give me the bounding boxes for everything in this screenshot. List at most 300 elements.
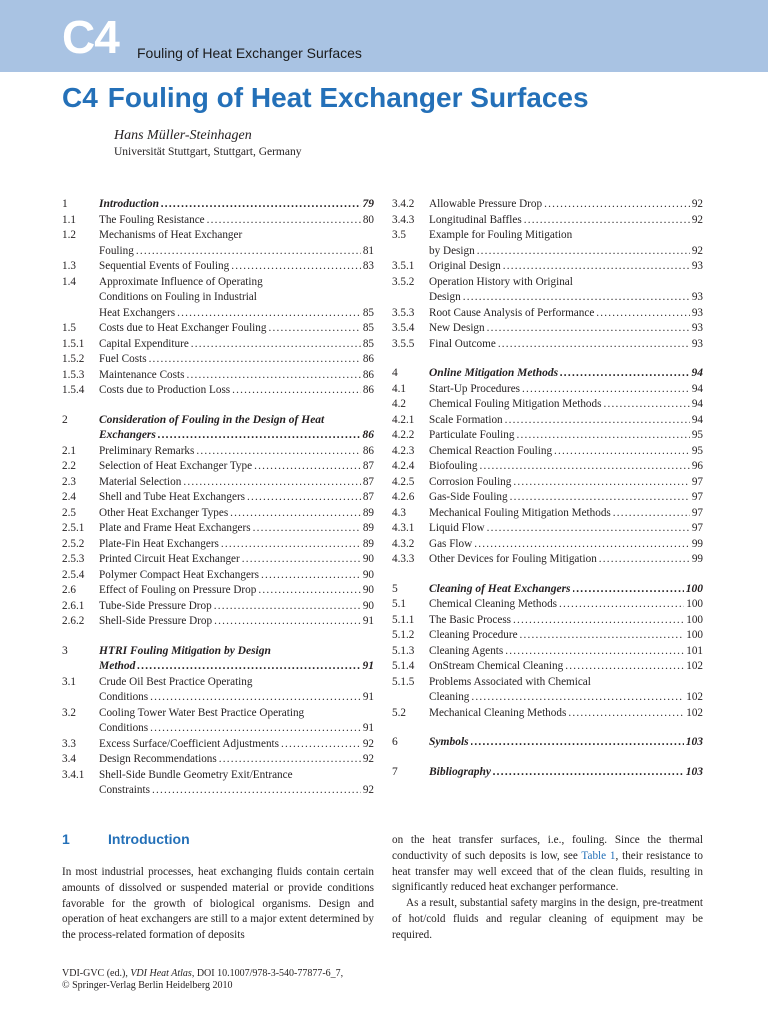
- paragraph-text: , their resistance to heat transfer may well exceed that of the clean fluids, resulting in significantly reduced heat exchanger performance.: [392, 849, 704, 894]
- toc-gap: [392, 751, 703, 765]
- toc-entry-number: 6: [392, 736, 398, 748]
- toc-page-number: 91: [362, 722, 374, 734]
- toc-leader-dots: [520, 628, 685, 644]
- toc-page-number: 94: [691, 382, 703, 395]
- section-number: 1: [62, 831, 70, 847]
- toc-entry-title-wrap: [429, 659, 703, 675]
- toc-entry-title: Heat Exchangers: [99, 306, 176, 319]
- toc-entry-title-wrap: [429, 644, 703, 660]
- toc-entry-title: Mechanisms of Heat Exchanger: [99, 229, 243, 241]
- toc-entry-title-wrap: [99, 537, 374, 553]
- toc-page-number: 94: [691, 367, 703, 379]
- toc-entry[interactable]: [62, 568, 374, 584]
- toc-entry-title-wrap: [99, 244, 374, 260]
- toc-entry-title: Plate-Fin Heat Exchangers: [99, 537, 219, 550]
- toc-entry[interactable]: [62, 644, 374, 660]
- toc-entry[interactable]: [392, 675, 703, 691]
- toc-entry-number: 3.2: [62, 706, 76, 719]
- toc-entry-title-wrap: [99, 290, 374, 306]
- toc-page-number: 89: [362, 537, 374, 550]
- toc-entry[interactable]: [62, 690, 374, 706]
- toc-page-number: 97: [691, 522, 703, 534]
- toc-entry-title: Tube-Side Pressure Drop: [99, 599, 212, 612]
- toc-entry[interactable]: [392, 213, 703, 229]
- toc-entry-title-wrap: [99, 752, 374, 768]
- toc-entry[interactable]: [392, 765, 703, 781]
- toc-page-number: 99: [691, 553, 703, 565]
- toc-entry[interactable]: [392, 506, 703, 522]
- toc-entry-number: 1.5.4: [62, 384, 85, 396]
- toc-entry-title-wrap: [429, 259, 703, 275]
- toc-entry-number: 5.1.1: [392, 613, 415, 626]
- toc-leader-dots: [281, 737, 361, 753]
- toc-entry[interactable]: [62, 306, 374, 322]
- toc-entry-title-wrap: [429, 613, 703, 629]
- toc-page-number: 91: [362, 615, 374, 627]
- toc-entry-title-wrap: [429, 597, 703, 613]
- toc-entry[interactable]: [62, 290, 374, 306]
- toc-leader-dots: [560, 366, 689, 382]
- toc-leader-dots: [150, 690, 361, 706]
- toc-page-number: 92: [691, 213, 703, 226]
- toc-entry[interactable]: [62, 783, 374, 799]
- toc-leader-dots: [253, 521, 361, 537]
- toc-entry[interactable]: [392, 521, 703, 537]
- toc-page-number: 86: [362, 444, 374, 457]
- toc-page-number: 96: [691, 460, 703, 472]
- toc-leader-dots: [261, 568, 361, 584]
- toc-entry[interactable]: [392, 290, 703, 306]
- header-chapter-code: C4: [62, 11, 119, 63]
- toc-page-number: 100: [686, 629, 703, 641]
- toc-entry-title: Capital Expenditure: [99, 337, 189, 350]
- toc-entry[interactable]: [62, 368, 374, 384]
- toc-entry-title-wrap: [429, 765, 703, 781]
- toc-entry[interactable]: [62, 213, 374, 229]
- toc-entry-title-wrap: [99, 783, 374, 799]
- toc-entry-title: Scale Formation: [429, 413, 503, 426]
- toc-leader-dots: [603, 397, 689, 413]
- toc-leader-dots: [471, 690, 684, 706]
- toc-entry-title-wrap: [99, 521, 374, 537]
- toc-page-number: 90: [362, 553, 374, 565]
- toc-leader-dots: [149, 352, 361, 368]
- toc-leader-dots: [513, 475, 689, 491]
- toc-gap: [392, 568, 703, 582]
- toc-entry[interactable]: [392, 321, 703, 337]
- toc-entry[interactable]: [392, 706, 703, 722]
- toc-entry[interactable]: [392, 413, 703, 429]
- toc-entry-number: 4.2.3: [392, 444, 415, 457]
- toc-entry-title: The Fouling Resistance: [99, 213, 205, 226]
- toc-entry-number: 3.3: [62, 737, 76, 750]
- toc-entry-title-wrap: [99, 721, 374, 737]
- toc-page-number: 86: [362, 429, 374, 441]
- toc-leader-dots: [137, 659, 360, 675]
- toc-leader-dots: [493, 765, 684, 781]
- toc-page-number: 87: [362, 491, 374, 503]
- toc-page-number: 86: [362, 384, 374, 396]
- toc-entry[interactable]: [62, 428, 374, 444]
- toc-entry-title: Original Design: [429, 260, 501, 272]
- toc-entry[interactable]: [392, 228, 703, 244]
- toc-entry[interactable]: [62, 506, 374, 522]
- paragraph-text: on the heat transfer surfaces, i.e., fouling. Since the thermal conductivity of such deposits is low, see: [392, 834, 703, 862]
- toc-entry[interactable]: [62, 552, 374, 568]
- toc-leader-dots: [559, 597, 684, 613]
- toc-entry-number: 3.4.3: [392, 213, 415, 226]
- header-band: [0, 0, 768, 72]
- toc-entry[interactable]: [392, 382, 703, 398]
- toc-leader-dots: [219, 752, 361, 768]
- footer-book-title: VDI Heat Atlas: [130, 968, 192, 979]
- toc-page-number: 102: [686, 691, 703, 703]
- toc-entry-title: Liquid Flow: [429, 522, 485, 534]
- toc-entry-title-wrap: [429, 675, 703, 691]
- toc-entry-title: Fuel Costs: [99, 353, 147, 365]
- toc-entry-title: Introduction: [99, 198, 160, 210]
- toc-entry-title-wrap: [429, 366, 703, 382]
- toc-entry[interactable]: [392, 428, 703, 444]
- toc-entry-title: Plate and Frame Heat Exchangers: [99, 522, 251, 534]
- toc-entry-title-wrap: [99, 614, 374, 630]
- toc-entry[interactable]: [62, 413, 374, 429]
- toc-entry-title: Costs due to Heat Exchanger Fouling: [99, 322, 267, 334]
- toc-entry-title: Crude Oil Best Practice Operating: [99, 675, 253, 688]
- toc-entry-title-wrap: [99, 213, 374, 229]
- toc-entry[interactable]: [392, 397, 703, 413]
- toc-entry-title: Gas Flow: [429, 537, 473, 550]
- toc-entry-title: Mechanical Cleaning Methods: [429, 706, 567, 719]
- toc-entry-title-wrap: [99, 413, 374, 429]
- toc-entry-number: 5: [392, 582, 398, 595]
- toc-entry-number: 1: [62, 198, 68, 210]
- toc-entry-title: Exchangers: [99, 429, 156, 441]
- toc-page-number: 92: [362, 737, 374, 750]
- toc-leader-dots: [191, 337, 361, 353]
- toc-entry-number: 1.3: [62, 260, 76, 272]
- toc-entry-number: 4.2.6: [392, 491, 415, 503]
- toc-entry-title: Shell-Side Bundle Geometry Exit/Entrance: [99, 768, 293, 781]
- toc-entry[interactable]: [62, 659, 374, 675]
- toc-entry[interactable]: [62, 383, 374, 399]
- toc-leader-dots: [232, 383, 361, 399]
- toc-entry[interactable]: [62, 752, 374, 768]
- toc-page-number: 100: [686, 613, 703, 626]
- toc-entry-title: Cleaning Procedure: [429, 629, 518, 641]
- toc-entry[interactable]: [62, 259, 374, 275]
- toc-entry-title-wrap: [429, 228, 703, 244]
- toc-leader-dots: [183, 475, 360, 491]
- toc-page-number: 89: [362, 506, 374, 519]
- toc-entry-title-wrap: [99, 444, 374, 460]
- toc-entry[interactable]: [62, 521, 374, 537]
- toc-entry[interactable]: [62, 197, 374, 213]
- toc-entry-title: Method: [99, 660, 136, 672]
- toc-entry-title: Costs due to Production Loss: [99, 384, 231, 396]
- toc-entry[interactable]: [62, 337, 374, 353]
- toc-entry[interactable]: [392, 690, 703, 706]
- section-title: Introduction: [108, 831, 190, 847]
- toc-entry[interactable]: [62, 321, 374, 337]
- toc-page-number: 93: [691, 337, 703, 350]
- toc-entry-title-wrap: [429, 582, 703, 598]
- toc-entry-title: Chemical Reaction Fouling: [429, 444, 553, 457]
- toc-entry-title-wrap: [429, 706, 703, 722]
- toc-leader-dots: [230, 506, 361, 522]
- toc-entry[interactable]: [62, 768, 374, 784]
- toc-entry-title-wrap: [429, 490, 703, 506]
- paragraph: As a result, substantial safety margins in the design, pre-treatment of hot/cold fluids and regular cleaning of equipment may be required.: [392, 897, 703, 941]
- toc-leader-dots: [231, 259, 361, 275]
- toc-entry[interactable]: [62, 721, 374, 737]
- toc-entry-title-wrap: [429, 428, 703, 444]
- toc-entry-title-wrap: [99, 706, 374, 722]
- toc-leader-dots: [487, 321, 690, 337]
- toc-entry[interactable]: [392, 306, 703, 322]
- toc-page-number: 89: [362, 522, 374, 534]
- toc-entry[interactable]: [392, 628, 703, 644]
- toc-entry-title-wrap: [429, 306, 703, 322]
- toc-leader-dots: [565, 659, 684, 675]
- toc-entry[interactable]: [392, 337, 703, 353]
- toc-entry-title: Sequential Events of Fouling: [99, 260, 230, 272]
- toc-entry-number: 3.5.3: [392, 306, 415, 319]
- chapter-code: C4: [62, 82, 98, 113]
- body-right-column: [392, 833, 703, 944]
- toc-page-number: 91: [362, 660, 374, 672]
- toc-entry-title-wrap: [99, 599, 374, 615]
- author-affiliation: Universität Stuttgart, Stuttgart, Germany: [114, 146, 302, 158]
- toc-page-number: 85: [362, 337, 374, 350]
- toc-entry[interactable]: [392, 597, 703, 613]
- toc-leader-dots: [207, 213, 361, 229]
- toc-entry-number: 3.4.2: [392, 198, 415, 210]
- toc-entry-number: 3.5.1: [392, 260, 415, 272]
- toc-page-number: 97: [691, 491, 703, 503]
- toc-entry[interactable]: [392, 537, 703, 553]
- table-1-link[interactable]: Table 1: [581, 849, 616, 862]
- toc-entry-title: Printed Circuit Heat Exchanger: [99, 553, 240, 565]
- toc-page-number: 97: [691, 475, 703, 488]
- toc-entry-title: Chemical Cleaning Methods: [429, 598, 558, 610]
- toc-entry-title-wrap: [99, 675, 374, 691]
- chapter-title: [62, 80, 599, 116]
- toc-page-number: 95: [691, 444, 703, 457]
- toc-entry-number: 4.3.1: [392, 522, 415, 534]
- toc-entry-title-wrap: [99, 583, 374, 599]
- toc-entry-title: Cooling Tower Water Best Practice Operating: [99, 706, 305, 719]
- toc-entry[interactable]: [62, 444, 374, 460]
- toc-leader-dots: [522, 382, 690, 398]
- toc-leader-dots: [474, 537, 690, 553]
- toc-leader-dots: [463, 290, 690, 306]
- toc-entry-title-wrap: [99, 506, 374, 522]
- toc-gap: [392, 721, 703, 735]
- toc-entry[interactable]: [392, 613, 703, 629]
- toc-entry-title-wrap: [429, 444, 703, 460]
- toc-entry-number: 1.5.1: [62, 337, 85, 350]
- toc-entry-title: Final Outcome: [429, 337, 496, 350]
- toc-entry[interactable]: [62, 675, 374, 691]
- toc-entry-number: 4.2: [392, 398, 406, 410]
- toc-leader-dots: [477, 244, 690, 260]
- toc-entry-title-wrap: [99, 428, 374, 444]
- toc-leader-dots: [150, 721, 361, 737]
- toc-entry[interactable]: [62, 737, 374, 753]
- toc-entry-number: 3.4: [62, 753, 76, 765]
- toc-leader-dots: [516, 428, 689, 444]
- toc-page-number: 94: [691, 413, 703, 426]
- toc-page-number: 92: [362, 784, 374, 796]
- toc-entry[interactable]: [392, 644, 703, 660]
- toc-entry-number: 2.3: [62, 475, 76, 488]
- toc-entry[interactable]: [62, 537, 374, 553]
- toc-page-number: 90: [362, 599, 374, 612]
- toc-entry-title: Fouling: [99, 244, 134, 257]
- toc-entry-title: Selection of Heat Exchanger Type: [99, 460, 253, 472]
- toc-entry-title: Corrosion Fouling: [429, 475, 512, 488]
- toc-entry-title: OnStream Chemical Cleaning: [429, 660, 564, 672]
- toc-leader-dots: [152, 783, 361, 799]
- toc-entry[interactable]: [392, 735, 703, 751]
- toc-entry-number: 4.3.3: [392, 553, 415, 565]
- toc-entry-title-wrap: [99, 659, 374, 675]
- toc-leader-dots: [221, 537, 361, 553]
- toc-entry-number: 2.5.1: [62, 522, 85, 534]
- toc-page-number: 93: [691, 260, 703, 272]
- toc-entry-title-wrap: [99, 306, 374, 322]
- toc-page-number: 93: [691, 306, 703, 319]
- toc-entry[interactable]: [62, 275, 374, 291]
- toc-entry[interactable]: [62, 583, 374, 599]
- toc-entry-number: 4.3: [392, 506, 406, 519]
- toc-entry[interactable]: [392, 490, 703, 506]
- toc-page-number: 81: [362, 244, 374, 257]
- toc-entry-number: 2.1: [62, 444, 76, 457]
- toc-entry-title-wrap: [99, 552, 374, 568]
- toc-entry-title-wrap: [429, 321, 703, 337]
- toc-entry-title: Example for Fouling Mitigation: [429, 229, 573, 241]
- toc-entry-number: 1.5: [62, 322, 76, 334]
- toc-entry-title: Online Mitigation Methods: [429, 367, 559, 379]
- toc-entry-title: Root Cause Analysis of Performance: [429, 306, 595, 319]
- toc-entry[interactable]: [392, 552, 703, 568]
- toc-entry-number: 7: [392, 765, 398, 778]
- toc-entry[interactable]: [392, 459, 703, 475]
- toc-leader-dots: [513, 613, 684, 629]
- toc-entry[interactable]: [62, 490, 374, 506]
- toc-entry-title: Chemical Fouling Mitigation Methods: [429, 398, 602, 410]
- toc-entry-number: 1.5.2: [62, 353, 85, 365]
- toc-entry-title-wrap: [99, 337, 374, 353]
- toc-entry[interactable]: [62, 244, 374, 260]
- toc-entry-number: 5.1.2: [392, 629, 415, 641]
- toc-entry-title: Particulate Fouling: [429, 429, 515, 441]
- toc-entry[interactable]: [392, 244, 703, 260]
- chapter-title-text: Fouling of Heat Exchanger Surfaces: [107, 82, 589, 113]
- toc-leader-dots: [503, 259, 690, 275]
- toc-entry[interactable]: [62, 706, 374, 722]
- toc-gap: [392, 352, 703, 366]
- toc-entry-title: Constraints: [99, 784, 150, 796]
- toc-entry-title-wrap: [99, 475, 374, 491]
- toc-page-number: 92: [691, 244, 703, 257]
- toc-entry-number: 2.5: [62, 506, 76, 519]
- footer-line-2: © Springer-Verlag Berlin Heidelberg 2010: [62, 980, 233, 991]
- toc-leader-dots: [258, 583, 360, 599]
- toc-entry-number: 2.5.4: [62, 568, 85, 581]
- toc-entry-title: Approximate Influence of Operating: [99, 275, 263, 288]
- toc-entry-title-wrap: [429, 506, 703, 522]
- toc-entry-title: Bibliography: [429, 765, 491, 778]
- toc-entry[interactable]: [392, 197, 703, 213]
- toc-entry[interactable]: [62, 459, 374, 475]
- toc-entry-title-wrap: [99, 383, 374, 399]
- toc-entry-title: Consideration of Fouling in the Design of Heat: [99, 413, 325, 426]
- toc-page-number: 92: [362, 753, 374, 765]
- toc-entry[interactable]: [392, 475, 703, 491]
- toc-leader-dots: [524, 213, 690, 229]
- toc-gap: [62, 399, 374, 413]
- toc-entry-title: Biofouling: [429, 460, 478, 472]
- toc-leader-dots: [177, 306, 361, 322]
- toc-entry[interactable]: [62, 352, 374, 368]
- toc-entry-number: 5.1: [392, 598, 406, 610]
- toc-leader-dots: [268, 321, 360, 337]
- toc-entry[interactable]: [62, 614, 374, 630]
- toc-entry[interactable]: [62, 475, 374, 491]
- toc-page-number: 86: [362, 353, 374, 365]
- toc-entry-title-wrap: [429, 552, 703, 568]
- toc-entry-title: Cleaning: [429, 691, 470, 703]
- toc-entry-number: 2.6.1: [62, 599, 85, 612]
- toc-entry[interactable]: [392, 444, 703, 460]
- toc-entry-title-wrap: [429, 337, 703, 353]
- toc-entry[interactable]: [392, 275, 703, 291]
- toc-entry[interactable]: [392, 259, 703, 275]
- paragraph: [392, 833, 703, 896]
- toc-page-number: 87: [362, 460, 374, 472]
- toc-entry-title-wrap: [99, 228, 374, 244]
- toc-page-number: 94: [691, 398, 703, 410]
- toc-entry-title: Allowable Pressure Drop: [429, 198, 543, 210]
- footer-text: , DOI 10.1007/978-3-540-77877-6_7,: [191, 968, 344, 979]
- toc-entry-number: 5.1.5: [392, 675, 415, 688]
- toc-entry[interactable]: [62, 599, 374, 615]
- toc-entry-title-wrap: [99, 459, 374, 475]
- toc-entry-number: 5.1.4: [392, 660, 415, 672]
- toc-entry-title: Cleaning of Heat Exchangers: [429, 582, 571, 595]
- toc-entry-title-wrap: [429, 521, 703, 537]
- toc-page-number: 103: [685, 765, 703, 778]
- toc-entry-title-wrap: [429, 475, 703, 491]
- toc-entry-title: Design Recommendations: [99, 753, 217, 765]
- toc-page-number: 93: [691, 291, 703, 303]
- toc-entry-title: by Design: [429, 244, 475, 257]
- toc-entry[interactable]: [62, 228, 374, 244]
- toc-entry[interactable]: [392, 366, 703, 382]
- toc-leader-dots: [544, 197, 690, 213]
- toc-entry-title: Symbols: [429, 736, 469, 748]
- toc-entry[interactable]: [392, 582, 703, 598]
- toc-gap: [62, 630, 374, 644]
- toc-leader-dots: [186, 368, 360, 384]
- toc-page-number: 90: [362, 568, 374, 581]
- toc-entry-title-wrap: [429, 290, 703, 306]
- toc-entry-title-wrap: [429, 690, 703, 706]
- toc-entry[interactable]: [392, 659, 703, 675]
